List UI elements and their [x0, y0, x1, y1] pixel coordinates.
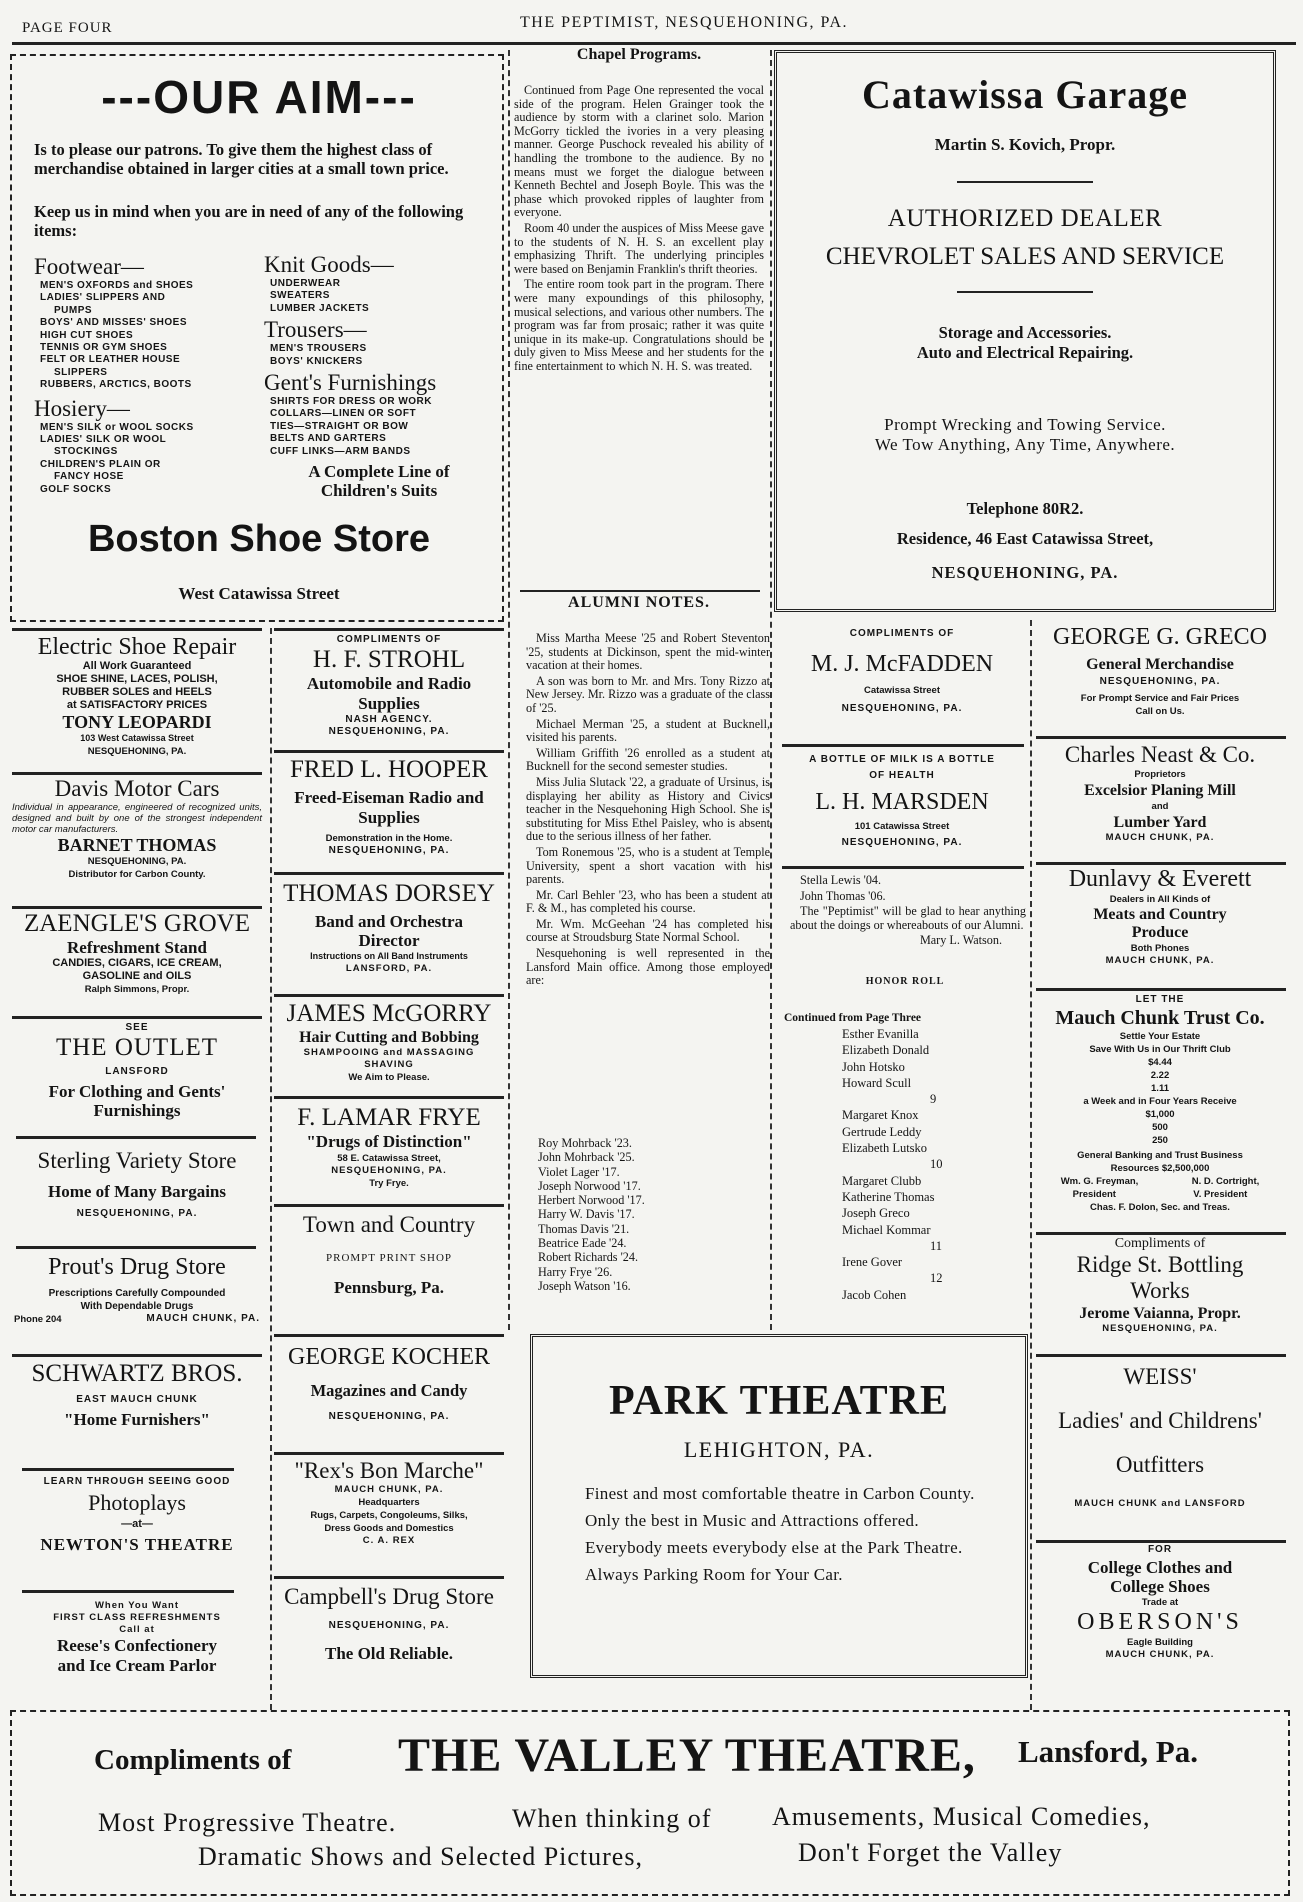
trust-officer-title: President	[1072, 1189, 1116, 1200]
kocher-sub: Magazines and Candy	[310, 1381, 468, 1400]
park-town: LEHIGHTON, PA.	[683, 1437, 875, 1462]
oberson-ad	[1034, 1544, 1286, 1661]
valley-line2b: Don't Forget the Valley	[798, 1838, 1063, 1867]
hooper-demo: Demonstration in the Home.	[325, 833, 453, 844]
garage-name: Catawissa Garage	[862, 72, 1188, 117]
trust-title: Mauch Chunk Trust Co.	[1055, 1007, 1265, 1029]
dunlavy-sub: Produce	[1131, 924, 1189, 941]
zaengle-title: ZAENGLE'S GROVE	[23, 910, 250, 937]
mcfadden-ad	[778, 628, 1026, 715]
prout-line: Prescriptions Carefully Compounded	[48, 1288, 226, 1299]
reese-name: Reese's Confectionery	[56, 1636, 218, 1655]
strohl-ad	[274, 634, 504, 738]
hooper-sub: Supplies	[358, 808, 420, 827]
town-country-shop: PROMPT PRINT SHOP	[325, 1252, 453, 1264]
column-rule	[508, 50, 510, 1330]
ridge-title: Ridge St. Bottling	[1076, 1252, 1244, 1277]
davis-desc: Individual in appearance, engineered of recognized units, designed and built by one of the strongest independent motor car manufacturers.	[12, 802, 262, 835]
neast-title: Charles Neast & Co.	[1064, 742, 1256, 767]
campbell-sub: The Old Reliable.	[325, 1644, 453, 1663]
rule	[1036, 862, 1286, 865]
strohl-agency: NASH AGENCY.	[345, 714, 433, 725]
rule	[12, 772, 262, 775]
rule	[16, 1136, 256, 1139]
campbell-ad	[274, 1584, 504, 1664]
rule	[22, 1590, 234, 1593]
newton-ad	[12, 1476, 262, 1555]
hooper-sub: Freed-Eiseman Radio and	[294, 788, 484, 807]
campbell-town: NESQUEHONING, PA.	[328, 1620, 450, 1631]
weiss-town: MAUCH CHUNK and LANSFORD	[1074, 1498, 1246, 1509]
reese-ad	[12, 1600, 262, 1676]
rule	[274, 1452, 504, 1455]
sterling-ad	[12, 1148, 262, 1220]
alumni-continued: Stella Lewis '04. John Thomas '06. The "Peptimist" will be glad to hear anything about the doings or whereabouts of our Alumni. Mary L. Watson.	[790, 873, 1026, 948]
strohl-comp: COMPLIMENTS OF	[336, 634, 442, 645]
esr-title: Electric Shoe Repair	[37, 634, 237, 660]
our-aim-keep: Keep us in mind when you are in need of any of the following items:	[34, 202, 464, 240]
alumni-article: Miss Martha Meese '25 and Robert Steventon '25, students at Dickinson, spent the mid-winter vacation at their homes. A son was born to Mr. and Mrs. Tony Rizzo at New Jersey. Mr. Rizzo was a graduate of the class of '25. Michael Merman '25, a student at Bucknell, visited his parents. William Griffith '26 enrolled as a student at Bucknell for the second semester studies. Miss Julia Slutack '22, a graduate of Ursinus, is displaying her ability as History and Civics teacher in the Nesquehoning High School. She is substituting for Miss Ethel Paisley, who is absent due to the serious illness of her father. Tom Ronemous '25, who is a student at Temple University, spent a short vacation with his parents. Mr. Carl Behler '23, who has been a student at F. & M., has completed his course. Mr. Wm. McGeehan '24 has completed his course at Stroudsburg State Normal School. Nesquehoning is well represented in the Lansford Main office. Among those employed are:	[526, 631, 770, 988]
rule	[12, 1354, 262, 1357]
rex-name: C. A. REX	[362, 1535, 416, 1546]
oberson-trade: Trade at	[1141, 1597, 1179, 1608]
valley-line1a: Most Progressive Theatre.	[98, 1808, 397, 1837]
dealer-line1: AUTHORIZED DEALER	[887, 205, 1163, 232]
marsden-town: NESQUEHONING, PA.	[841, 837, 963, 848]
davis-motor-ad	[12, 776, 262, 881]
trust-amount: $4.44	[1148, 1057, 1172, 1068]
oberson-for: FOR	[1147, 1544, 1173, 1555]
rule	[957, 291, 1093, 293]
davis-name: BARNET THOMAS	[57, 835, 217, 855]
weiss-ad	[1034, 1364, 1286, 1510]
mcfadden-title: M. J. McFADDEN	[810, 651, 994, 677]
outlet-see: SEE	[125, 1022, 149, 1033]
rule	[12, 1016, 262, 1019]
kocher-ad	[274, 1344, 504, 1423]
garage-ad	[774, 50, 1276, 612]
neast-town: MAUCH CHUNK, PA.	[1105, 832, 1215, 843]
dunlavy-line: Dealers in All Kinds of	[1109, 894, 1211, 905]
greco-line: For Prompt Service and Fair Prices	[1080, 693, 1240, 704]
rule	[274, 750, 504, 753]
our-aim-title: ---OUR AIM---	[101, 71, 417, 123]
hosiery-heading: Hosiery—	[34, 395, 130, 421]
esr-address: 103 West Catawissa Street	[80, 733, 194, 743]
rule	[782, 866, 1024, 869]
zaengle-line: GASOLINE and OILS	[82, 970, 192, 982]
campbell-title: Campbell's Drug Store	[284, 1584, 494, 1609]
trousers-heading: Trousers—	[264, 317, 367, 343]
trousers-list: MEN'S TROUSERS BOYS' KNICKERS	[270, 343, 367, 367]
neast-and: and	[1151, 801, 1169, 812]
esr-name: TONY LEOPARDI	[62, 712, 212, 732]
park-text	[585, 1483, 995, 1585]
garage-residence: Residence, 46 East Catawissa Street,	[896, 529, 1154, 548]
town-country-ad	[274, 1212, 504, 1298]
dealer-line2: CHEVROLET SALES AND SERVICE	[825, 243, 1225, 270]
childrens-suits: Children's Suits	[320, 481, 438, 501]
rule	[274, 1576, 504, 1579]
valley-line2a: Dramatic Shows and Selected Pictures,	[198, 1842, 643, 1871]
chapel-article: Continued from Page One represented the vocal side of the program. Helen Grainger took the audience by storm with a clarinet solo. Marion McGorry tickled the ivories in a very pleasing manner. George Puschock revealed his ability of handling the trombone to the audience. By no means must we forget the dialogue between Kenneth Bechtel and Joseph Boyle. This was the phase which provoked ripples of laughter from everyone. Room 40 under the auspices of Miss Meese gave to the students of N. H. S. an excellent play emphasizing Thrift. The underlying principles were based on Benjamin Franklin's thrift theories. The entire room took part in the program. There were many expoundings of this philosophy, musical selections, and various other numbers. The program was far from prosaic; rather it was quite unique in its make-up. Congratulations should be duly given to Miss Meese and her students for the fine entertainment to which N. H. S. was treated.	[514, 83, 764, 373]
dunlavy-title: Dunlavy & Everett	[1068, 866, 1252, 892]
mcgorry-ad	[274, 1000, 504, 1084]
rule	[274, 628, 504, 631]
outlet-sub: For Clothing and Gents'	[48, 1082, 226, 1101]
kocher-title: GEORGE KOCHER	[288, 1344, 490, 1370]
outlet-town: LANSFORD	[105, 1066, 169, 1077]
neast-sub: Excelsior Planing Mill	[1084, 782, 1236, 799]
outlet-sub: Furnishings	[93, 1101, 181, 1120]
prout-phone: Phone 204	[14, 1314, 62, 1325]
dunlavy-phones: Both Phones	[1130, 943, 1190, 954]
valley-town: Lansford, Pa.	[1018, 1734, 1198, 1769]
column-rule	[770, 50, 772, 1330]
rule	[520, 590, 760, 592]
knit-list: UNDERWEAR SWEATERS LUMBER JACKETS	[270, 278, 370, 314]
honor-continued: Continued from Page Three	[784, 1012, 922, 1024]
frye-title: F. LAMAR FRYE	[297, 1104, 481, 1131]
strohl-town: NESQUEHONING, PA.	[328, 726, 450, 737]
rule	[957, 181, 1093, 183]
kocher-town: NESQUEHONING, PA.	[328, 1411, 450, 1422]
dorsey-town: LANSFORD, PA.	[345, 963, 433, 974]
our-aim-intro: Is to please our patrons. To give them the highest class of merchandise obtained in larger cities at a small town price.	[34, 140, 449, 178]
mcgorry-line: SHAVING	[364, 1059, 414, 1070]
strohl-sub: Supplies	[358, 694, 420, 713]
park-line: Finest and most comfortable theatre in Carbon County.	[585, 1484, 975, 1503]
greco-town: NESQUEHONING, PA.	[1099, 676, 1221, 687]
garage-phone: Telephone 80R2.	[966, 499, 1084, 518]
frye-addr: 58 E. Catawissa Street,	[337, 1153, 441, 1164]
wrecking-line2: We Tow Anything, Any Time, Anywhere.	[874, 435, 1176, 454]
valley-line1c: Amusements, Musical Comedies,	[772, 1802, 1151, 1831]
ridge-ad	[1034, 1236, 1286, 1335]
marsden-line: OF HEALTH	[869, 770, 935, 781]
mcgorry-line: We Aim to Please.	[348, 1072, 430, 1083]
trust-line: General Banking and Trust Business	[1077, 1150, 1243, 1161]
reese-line: Call at	[119, 1624, 155, 1635]
trust-resources: Resources $2,500,000	[1110, 1163, 1210, 1174]
rule	[274, 994, 504, 997]
esr-line: All Work Guaranteed	[82, 660, 192, 672]
rex-ad	[274, 1458, 504, 1547]
oberson-sub: College Clothes and	[1087, 1558, 1233, 1577]
trust-receive: 250	[1152, 1135, 1168, 1146]
storage-line1: Storage and Accessories.	[938, 323, 1112, 342]
trust-amount: 1.11	[1151, 1083, 1169, 1094]
hosiery-list: MEN'S SILK or WOOL SOCKS LADIES' SILK OR WOOL STOCKINGS CHILDREN'S PLAIN OR FANCY HOSE GOLF SOCKS	[40, 421, 194, 495]
rule	[1036, 1354, 1286, 1357]
store-name: Boston Shoe Store	[87, 518, 431, 560]
trust-officer-title: V. President	[1193, 1189, 1248, 1200]
alumni-title: ALUMNI NOTES.	[568, 594, 710, 611]
mcgorry-line: SHAMPOOING and MASSAGING	[303, 1047, 475, 1058]
reese-line: When You Want	[94, 1600, 180, 1611]
valley-title: THE VALLEY THEATRE,	[398, 1729, 976, 1782]
park-title: PARK THEATRE	[609, 1378, 949, 1424]
wrecking-line1: Prompt Wrecking and Towing Service.	[884, 415, 1166, 434]
knit-heading: Knit Goods—	[264, 252, 394, 277]
rule	[274, 1334, 504, 1337]
gents-heading: Gent's Furnishings	[264, 370, 437, 396]
prout-town: MAUCH CHUNK, PA.	[146, 1313, 260, 1324]
esr-line: SHOE SHINE, LACES, POLISH,	[56, 673, 218, 685]
sterling-title: Sterling Variety Store	[37, 1148, 237, 1173]
ridge-prop: Jerome Vaianna, Propr.	[1079, 1305, 1241, 1322]
ridge-town: NESQUEHONING, PA.	[1102, 1323, 1218, 1334]
rex-title: "Rex's Bon Marche"	[294, 1458, 484, 1483]
esr-town: NESQUEHONING, PA.	[87, 746, 187, 757]
trust-let: LET THE	[1135, 994, 1185, 1005]
oberson-bldg: Eagle Building	[1127, 1637, 1193, 1648]
dunlavy-ad	[1034, 866, 1286, 967]
oberson-town: MAUCH CHUNK, PA.	[1105, 1649, 1215, 1660]
valley-line1b: When thinking of	[512, 1804, 712, 1833]
rule	[16, 1246, 256, 1249]
strohl-title: H. F. STROHL	[312, 646, 466, 673]
hooper-title: FRED L. HOOPER	[290, 756, 488, 783]
zaengle-sub: Refreshment Stand	[67, 938, 207, 957]
masthead-rule	[12, 42, 1296, 45]
frye-try: Try Frye.	[369, 1178, 409, 1189]
dorsey-sub: Director	[358, 931, 420, 950]
prout-footer	[12, 1313, 262, 1326]
strohl-sub: Automobile and Radio	[306, 674, 472, 693]
marsden-addr: 101 Catawissa Street	[854, 821, 950, 832]
hooper-town: NESQUEHONING, PA.	[328, 845, 450, 856]
garage-town: NESQUEHONING, PA.	[931, 563, 1119, 582]
ridge-title: Works	[1130, 1278, 1190, 1303]
trust-secretary: Chas. F. Dolon, Sec. and Treas.	[1090, 1202, 1230, 1213]
our-aim-ad	[10, 54, 504, 622]
trust-receive: $1,000	[1145, 1109, 1175, 1120]
frye-ad	[274, 1104, 504, 1190]
trust-receive: 500	[1152, 1122, 1168, 1133]
mcfadden-town: NESQUEHONING, PA.	[841, 703, 963, 714]
oberson-sub: College Shoes	[1110, 1577, 1210, 1596]
town-country-title: Town and Country	[302, 1212, 476, 1237]
esr-line: at SATISFACTORY PRICES	[66, 699, 208, 711]
chapel-title: Chapel Programs.	[576, 46, 702, 63]
trust-officer: Wm. G. Freyman,	[1060, 1176, 1139, 1187]
neast-sub: Lumber Yard	[1113, 814, 1207, 831]
greco-sub: General Merchandise	[1086, 656, 1234, 673]
knit-section	[264, 252, 494, 500]
schwartz-sub: "Home Furnishers"	[64, 1410, 210, 1429]
trust-officers	[1034, 1175, 1286, 1188]
schwartz-town: EAST MAUCH CHUNK	[76, 1394, 198, 1405]
outlet-title: THE OUTLET	[55, 1034, 219, 1061]
rule	[782, 744, 1024, 747]
weiss-title: WEISS'	[1123, 1364, 1197, 1389]
column-rule	[1030, 620, 1032, 1710]
mcfadden-addr: Catawissa Street	[863, 685, 941, 696]
marsden-title: L. H. MARSDEN	[815, 789, 989, 815]
greco-line: Call on Us.	[1135, 706, 1185, 717]
neast-ad	[1034, 742, 1286, 844]
garage-propr: Martin S. Kovich, Propr.	[934, 135, 1116, 154]
footwear-section	[34, 254, 264, 496]
newton-line: LEARN THROUGH SEEING GOOD	[43, 1476, 231, 1487]
trust-officer-titles	[1034, 1188, 1286, 1201]
rex-line: Dress Goods and Domestics	[324, 1523, 454, 1534]
park-theatre-ad	[530, 1334, 1028, 1678]
honor-roll-title: HONOR ROLL	[865, 976, 945, 987]
mcgorry-sub: Hair Cutting and Bobbing	[299, 1029, 479, 1046]
rule	[1036, 988, 1286, 991]
trust-officer: N. D. Cortright,	[1191, 1176, 1260, 1187]
frye-town: NESQUEHONING, PA.	[331, 1165, 447, 1176]
dorsey-line: Instructions on All Band Instruments	[310, 951, 468, 961]
reese-line: FIRST CLASS REFRESHMENTS	[53, 1612, 221, 1623]
honor-roll-list: Esther Evanilla Elizabeth Donald John Hotsko Howard Scull 9 Margaret Knox Gertrude Leddy Elizabeth Lutsko 10 Margaret Clubb Katherine Thomas Joseph Greco Michael Kommar 11 Irene Gover 12 Jacob Cohen	[842, 1027, 943, 1302]
davis-title: Davis Motor Cars	[54, 776, 220, 801]
valley-theatre-ad	[10, 1710, 1290, 1896]
esr-line: RUBBER SOLES and HEELS	[62, 686, 212, 698]
electric-shoe-repair-ad	[12, 634, 262, 758]
oberson-name: OBERSON'S	[1077, 1609, 1243, 1635]
rule	[274, 1204, 504, 1207]
gents-list: SHIRTS FOR DRESS OR WORK COLLARS—LINEN OR SOFT TIES—STRAIGHT OR BOW BELTS AND GARTERS CUFF LINKS—ARM BANDS	[270, 396, 433, 457]
frye-sub: "Drugs of Distinction"	[306, 1132, 472, 1151]
schwartz-title: SCHWARTZ BROS.	[31, 1360, 243, 1387]
rex-line: Rugs, Carpets, Congoleums, Silks,	[310, 1510, 468, 1521]
employee-list: Roy Mohrback '23. John Mohrback '25. Violet Lager '17. Joseph Norwood '17. Herbert Norwood '17. Harry W. Davis '17. Thomas Davis '21. Beatrice Eade '24. Robert Richards '24. Harry Frye '26. Joseph Watson '16.	[538, 1136, 645, 1293]
page-number: PAGE FOUR	[22, 20, 113, 36]
sterling-town: NESQUEHONING, PA.	[76, 1208, 198, 1219]
newton-at: —at—	[121, 1518, 153, 1530]
masthead-title: THE PEPTIMIST, NESQUEHONING, PA.	[520, 14, 849, 31]
storage-line2: Auto and Electrical Repairing.	[916, 343, 1134, 362]
rex-town: MAUCH CHUNK, PA.	[334, 1484, 444, 1495]
rex-hq: Headquarters	[358, 1497, 420, 1508]
prout-ad	[12, 1254, 262, 1326]
schwartz-ad	[12, 1360, 262, 1430]
rule	[274, 1096, 504, 1099]
davis-dist: Distributor for Carbon County.	[68, 869, 206, 880]
outlet-ad	[12, 1022, 262, 1120]
rule	[274, 872, 504, 875]
dorsey-title: THOMAS DORSEY	[283, 880, 495, 907]
ridge-comp: Compliments of	[1114, 1236, 1206, 1251]
davis-town: NESQUEHONING, PA.	[87, 856, 187, 867]
rule	[1036, 1540, 1286, 1543]
park-line: Everybody meets everybody else at the Park Theatre.	[585, 1538, 963, 1557]
store-street: West Catawissa Street	[178, 584, 340, 603]
weiss-sub: Outfitters	[1115, 1452, 1205, 1477]
complete-line: A Complete Line of	[308, 462, 450, 482]
neast-props: Proprietors	[1134, 769, 1186, 780]
park-line: Always Parking Room for Your Car.	[585, 1565, 843, 1584]
mcgorry-title: JAMES McGORRY	[286, 1000, 492, 1027]
column-rule	[270, 628, 272, 1710]
rule	[12, 906, 262, 909]
prout-line: With Dependable Drugs	[80, 1301, 194, 1312]
rule	[12, 628, 262, 631]
greco-ad	[1034, 624, 1286, 718]
trust-line: a Week and in Four Years Receive	[1083, 1096, 1237, 1107]
zaengle-ad	[12, 910, 262, 996]
zaengle-prop: Ralph Simmons, Propr.	[84, 984, 190, 995]
footwear-heading: Footwear—	[34, 254, 144, 279]
dorsey-ad	[274, 880, 504, 975]
newton-name: NEWTON'S THEATRE	[40, 1535, 234, 1554]
hooper-ad	[274, 756, 504, 857]
rule	[1036, 736, 1286, 739]
rule	[22, 1468, 234, 1471]
dorsey-sub: Band and Orchestra	[315, 912, 463, 931]
mcfadden-comp: COMPLIMENTS OF	[849, 628, 955, 639]
dunlavy-sub: Meats and Country	[1093, 906, 1227, 923]
trust-ad	[1034, 994, 1286, 1214]
trust-amount: 2.22	[1150, 1070, 1170, 1081]
park-line: Only the best in Music and Attractions offered.	[585, 1511, 919, 1530]
zaengle-line: CANDIES, CIGARS, ICE CREAM,	[52, 957, 222, 969]
marsden-line: A BOTTLE OF MILK IS A BOTTLE	[809, 754, 995, 765]
footwear-list: MEN'S OXFORDS and SHOES LADIES' SLIPPERS AND PUMPS BOYS' AND MISSES' SHOES HIGH CUT SHOES TENNIS OR GYM SHOES FELT OR LEATHER HOUSE SLIPPERS RUBBERS, ARCTICS, BOOTS	[40, 280, 194, 391]
dunlavy-town: MAUCH CHUNK, PA.	[1105, 955, 1215, 966]
reese-name: and Ice Cream Parlor	[57, 1656, 217, 1675]
weiss-sub: Ladies' and Childrens'	[1058, 1408, 1262, 1433]
marsden-ad	[778, 754, 1026, 849]
greco-title: GEORGE G. GRECO	[1053, 624, 1267, 650]
trust-line: Save With Us in Our Thrift Club	[1089, 1044, 1231, 1055]
town-country-place: Pennsburg, Pa.	[333, 1278, 445, 1297]
valley-compliments: Compliments of	[94, 1744, 292, 1776]
rule	[1036, 1232, 1286, 1235]
trust-line: Settle Your Estate	[1119, 1031, 1201, 1042]
prout-title: Prout's Drug Store	[48, 1254, 226, 1280]
sterling-sub: Home of Many Bargains	[47, 1182, 227, 1201]
newton-title: Photoplays	[88, 1490, 186, 1515]
